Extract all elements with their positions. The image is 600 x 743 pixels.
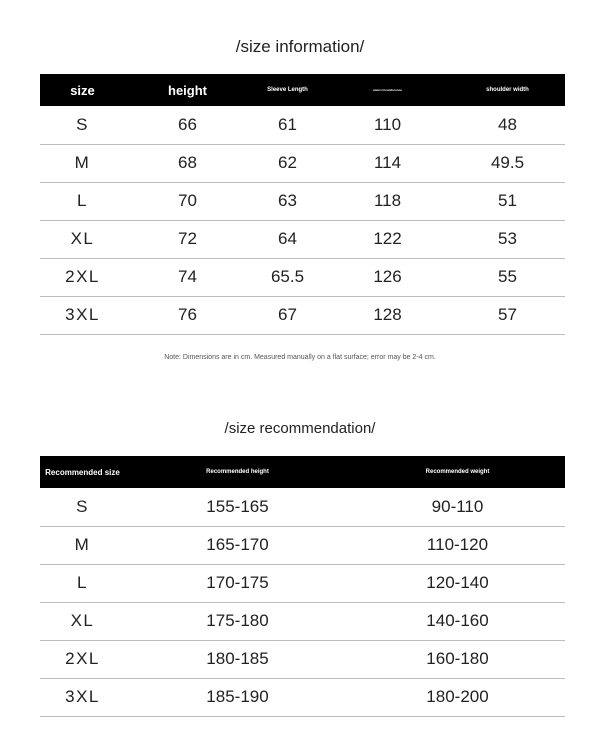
cell-weight-range: 110-120 — [350, 526, 565, 564]
cell-waist: 122 — [325, 220, 450, 258]
table-row — [40, 258, 565, 296]
cell-height: 76 — [125, 296, 250, 334]
cell-height-range: 165-170 — [125, 526, 350, 564]
cell-height: 70 — [125, 182, 250, 220]
cell-size: XL — [40, 220, 125, 258]
cell-height: 68 — [125, 144, 250, 182]
cell-height-range: 175-180 — [125, 602, 350, 640]
cell-weight-range: 120-140 — [350, 564, 565, 602]
cell-sleeve-length: 62 — [250, 144, 325, 182]
cell-weight-range: 160-180 — [350, 640, 565, 678]
table-row — [40, 488, 565, 526]
cell-size: L — [40, 564, 125, 602]
header-recommended-height: Recommended height — [206, 469, 269, 475]
header-recommended-size: Recommended size — [45, 467, 120, 477]
table-row — [40, 640, 565, 678]
header-height: height — [168, 82, 207, 98]
header-recommended-weight: Recommended weight — [425, 469, 490, 475]
header-shoulder-width: shoulder width — [486, 87, 529, 93]
cell-shoulder-width: 57 — [450, 296, 565, 334]
cell-size: L — [40, 182, 125, 220]
cell-height: 66 — [125, 106, 250, 144]
cell-height-range: 170-175 — [125, 564, 350, 602]
table-row — [40, 526, 565, 564]
cell-size: M — [40, 526, 125, 564]
header-sleeve-length: Sleeve Length — [267, 87, 308, 93]
cell-height-range: 185-190 — [125, 678, 350, 716]
cell-waist: 126 — [325, 258, 450, 296]
cell-size: 3XL — [40, 678, 125, 716]
size-recommendation-table — [40, 456, 565, 717]
cell-height: 74 — [125, 258, 250, 296]
cell-height: 72 — [125, 220, 250, 258]
cell-size: XL — [40, 602, 125, 640]
header-size: size — [70, 82, 95, 98]
size-information-title: /size information/ — [235, 37, 365, 56]
table-row — [40, 296, 565, 334]
cell-shoulder-width: 49.5 — [450, 144, 565, 182]
cell-shoulder-width: 53 — [450, 220, 565, 258]
table-header-row — [40, 456, 565, 488]
cell-sleeve-length: 67 — [250, 296, 325, 334]
header-waist-circumference: waist circumference — [373, 88, 402, 92]
table-row — [40, 106, 565, 144]
cell-size: 2XL — [40, 640, 125, 678]
cell-size: 3XL — [40, 296, 125, 334]
cell-shoulder-width: 48 — [450, 106, 565, 144]
cell-waist: 118 — [325, 182, 450, 220]
cell-shoulder-width: 51 — [450, 182, 565, 220]
cell-sleeve-length: 61 — [250, 106, 325, 144]
cell-weight-range: 90-110 — [350, 488, 565, 526]
cell-weight-range: 180-200 — [350, 678, 565, 716]
table-row — [40, 144, 565, 182]
size-information-table — [40, 74, 565, 335]
table-row — [40, 564, 565, 602]
table-row — [40, 220, 565, 258]
cell-height-range: 155-165 — [125, 488, 350, 526]
table-row — [40, 602, 565, 640]
table-row — [40, 678, 565, 716]
cell-size: 2XL — [40, 258, 125, 296]
cell-sleeve-length: 65.5 — [250, 258, 325, 296]
cell-waist: 114 — [325, 144, 450, 182]
cell-size: S — [40, 106, 125, 144]
table-header-row — [40, 74, 565, 106]
cell-shoulder-width: 55 — [450, 258, 565, 296]
cell-waist: 128 — [325, 296, 450, 334]
cell-waist: 110 — [325, 106, 450, 144]
measurement-note: Note: Dimensions are in cm. Measured manually on a flat surface; error may be 2-4 cm. — [164, 354, 436, 361]
table-row — [40, 182, 565, 220]
cell-sleeve-length: 64 — [250, 220, 325, 258]
cell-size: M — [40, 144, 125, 182]
cell-size: S — [40, 488, 125, 526]
cell-sleeve-length: 63 — [250, 182, 325, 220]
cell-height-range: 180-185 — [125, 640, 350, 678]
cell-weight-range: 140-160 — [350, 602, 565, 640]
size-recommendation-title: /size recommendation/ — [224, 420, 376, 437]
